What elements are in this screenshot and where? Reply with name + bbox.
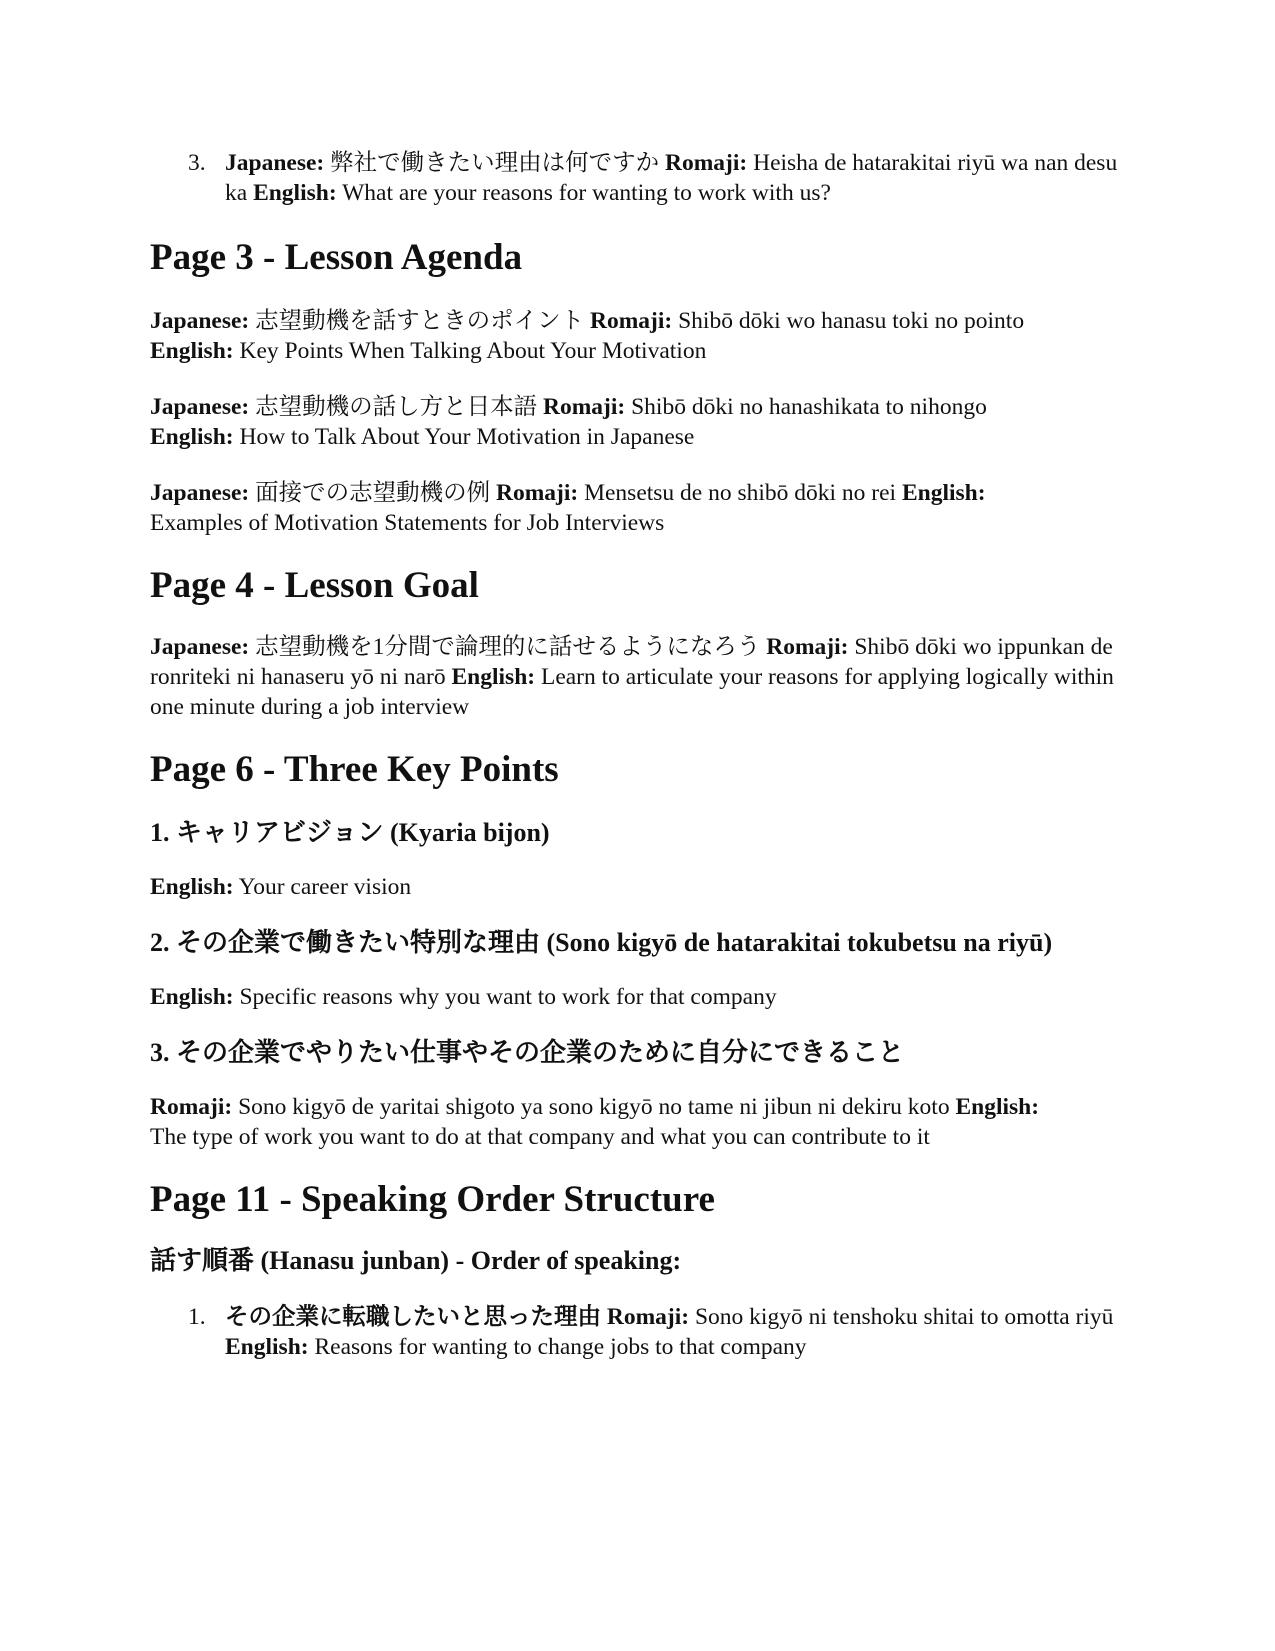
agenda-entry (150, 392, 1125, 452)
section-heading-page6: Page 6 - Three Key Points (150, 749, 559, 790)
english-text: How to Talk About Your Motivation in Japanese (239, 424, 695, 450)
japanese-text: 志望動機を1分間で論理的に話せるようになろう (255, 634, 761, 660)
english-label: English: (150, 874, 234, 900)
romaji-label: Romaji: (606, 1304, 690, 1330)
english-label: English: (225, 1334, 309, 1360)
romaji-text: Shibō dōki no hanashikata to nihongo (631, 394, 987, 420)
english-label: English: (150, 984, 234, 1010)
romaji-label: Romaji: (664, 150, 748, 176)
japanese-label: Japanese: (150, 634, 250, 660)
japanese-label: Japanese: (225, 150, 325, 176)
english-text: The type of work you want to do at that company and what you can contribute to it (150, 1124, 930, 1150)
romaji-text: Heisha de hatarakitai riyū wa nan desu ka (225, 150, 1118, 206)
romaji-label: Romaji: (589, 308, 673, 334)
romaji-label: Romaji: (766, 634, 849, 660)
agenda-entry (150, 478, 1125, 538)
japanese-label: Japanese: (150, 480, 250, 506)
japanese-text: 志望動機の話し方と日本語 (255, 394, 538, 420)
english-text: Reasons for wanting to change jobs to that company (314, 1334, 807, 1360)
english-label: English: (451, 664, 536, 690)
japanese-text: その企業に転職したいと思った理由 (225, 1304, 601, 1330)
japanese-text: 志望動機を話すときのポイント (255, 308, 585, 334)
key-point-body-1 (150, 872, 1125, 902)
english-label: English: (150, 338, 234, 364)
romaji-label: Romaji: (542, 394, 626, 420)
english-label: English: (955, 1094, 1040, 1120)
goal-entry (150, 632, 1125, 722)
key-point-body-2 (150, 982, 1125, 1012)
key-point-title-3: 3. その企業でやりたい仕事やその企業のために自分にできること (150, 1038, 905, 1067)
english-text: Examples of Motivation Statements for Job Interviews (150, 510, 665, 536)
english-text: What are your reasons for wanting to work with us? (342, 180, 831, 206)
english-label: English: (150, 424, 234, 450)
speaking-order-list (150, 1302, 1125, 1362)
english-text: Specific reasons why you want to work for that company (239, 984, 777, 1010)
romaji-label: Romaji: (495, 480, 579, 506)
romaji-label: Romaji: (150, 1094, 233, 1120)
english-text: Learn to articulate your reasons for applying logically within one minute during a job interview (150, 664, 1114, 720)
romaji-text: Mensetsu de no shibō dōki no rei (584, 480, 897, 506)
list-item (150, 1302, 1125, 1362)
key-point-title-2: 2. その企業で働きたい特別な理由 (Sono kigyō de hatarakitai tokubetsu na riyū) (150, 928, 1053, 957)
section-heading-page4: Page 4 - Lesson Goal (150, 565, 479, 606)
question-list (150, 148, 1125, 208)
section-heading-page3: Page 3 - Lesson Agenda (150, 237, 523, 278)
list-number: 3. (188, 150, 206, 176)
romaji-text: Sono kigyō ni tenshoku shitai to omotta riyū (694, 1304, 1114, 1330)
list-number: 1. (188, 1304, 206, 1330)
agenda-entry (150, 306, 1125, 366)
japanese-label: Japanese: (150, 394, 250, 420)
list-item (150, 148, 1125, 208)
english-label: English: (901, 480, 986, 506)
romaji-text: Sono kigyō de yaritai shigoto ya sono kigyō no tame ni jibun ni dekiru koto (238, 1094, 950, 1120)
section-heading-page11: Page 11 - Speaking Order Structure (150, 1179, 715, 1220)
key-point-title-1: 1. キャリアビジョン (Kyaria bijon) (150, 818, 550, 847)
romaji-text: Shibō dōki wo ippunkan de ronriteki ni hanaseru yō ni narō (150, 634, 1113, 690)
english-text: Key Points When Talking About Your Motivation (239, 338, 707, 364)
document-page (150, 148, 1125, 1362)
key-point-body-3 (150, 1092, 1125, 1152)
english-label: English: (253, 180, 337, 206)
japanese-label: Japanese: (150, 308, 250, 334)
english-text: Your career vision (238, 874, 412, 900)
speaking-order-subheading: 話す順番 (Hanasu junban) - Order of speaking: (150, 1246, 682, 1275)
japanese-text: 面接での志望動機の例 (255, 480, 491, 506)
romaji-text: Shibō dōki wo hanasu toki no pointo (678, 308, 1025, 334)
japanese-text: 弊社で働きたい理由は何ですか (330, 150, 660, 176)
